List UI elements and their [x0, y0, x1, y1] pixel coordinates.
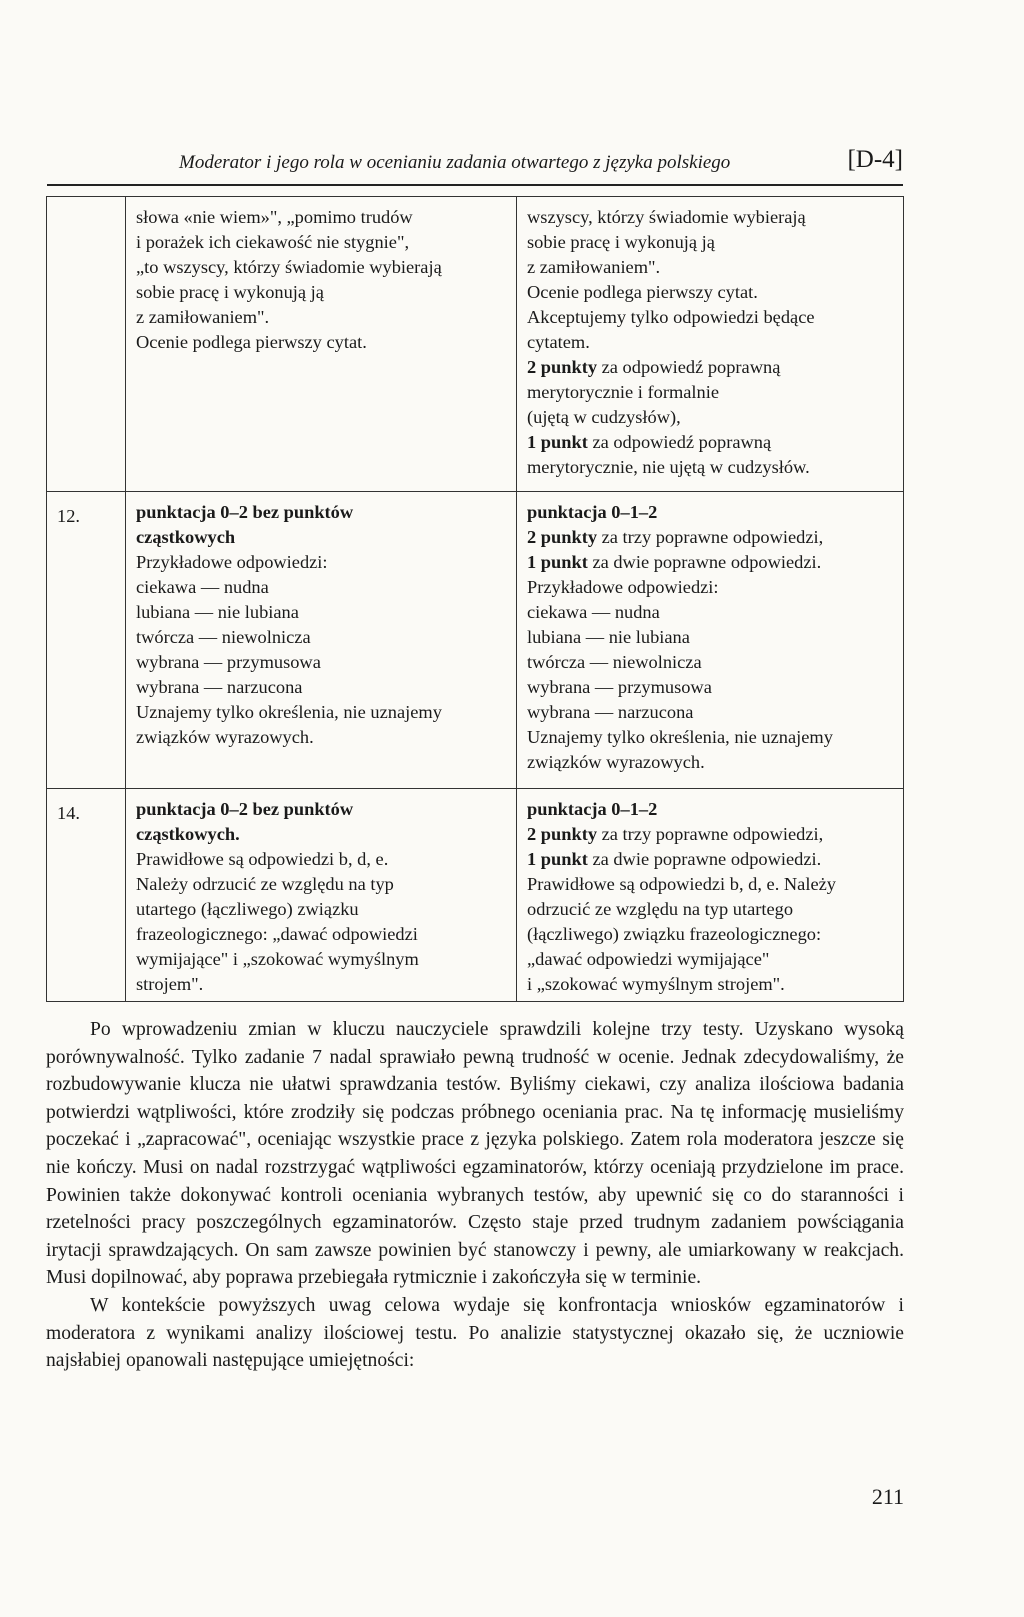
score-points: 1 punkt — [527, 432, 588, 452]
cell-line: wybrana — przymusowa — [136, 652, 321, 672]
cell-line: wymijające" i „szokować wymyślnym — [136, 949, 419, 969]
cell-line: „dawać odpowiedzi wymijające" — [527, 949, 770, 969]
cell-line: punktacja 0–2 bez punktów — [136, 502, 354, 522]
task-number — [47, 197, 126, 492]
cell-line: Prawidłowe są odpowiedzi b, d, e. Należy — [527, 874, 836, 894]
cell-line: Uznajemy tylko określenia, nie uznajemy — [527, 727, 833, 747]
cell-line: ciekawa — nudna — [136, 577, 269, 597]
original-key-cell — [126, 789, 517, 1002]
cell-line: twórcza — niewolnicza — [527, 652, 702, 672]
cell-line: związków wyrazowych. — [136, 727, 314, 747]
table-row — [47, 197, 904, 492]
cell-line-rest: za trzy poprawne odpowiedzi, — [597, 527, 824, 547]
cell-line: strojem". — [136, 974, 204, 994]
cell-line: słowa «nie wiem»", „pomimo trudów — [136, 207, 413, 227]
cell-line: wybrana — narzucona — [136, 677, 303, 697]
cell-line: frazeologicznego: „dawać odpowiedzi — [136, 924, 418, 944]
cell-line: Prawidłowe są odpowiedzi b, d, e. — [136, 849, 389, 869]
cell-line: Przykładowe odpowiedzi: — [136, 552, 328, 572]
cell-line — [527, 355, 893, 380]
cell-line: twórcza — niewolnicza — [136, 627, 311, 647]
cell-line: wszyscy, którzy świadomie wybierają — [527, 207, 806, 227]
cell-line: z zamiłowaniem". — [527, 257, 661, 277]
task-number: 12. — [47, 492, 126, 789]
cell-line: wybrana — przymusowa — [527, 677, 712, 697]
cell-line: sobie pracę i wykonują ją — [527, 232, 715, 252]
cell-line — [527, 430, 893, 455]
cell-line: lubiana — nie lubiana — [527, 627, 690, 647]
table-row — [47, 492, 904, 789]
original-key-cell — [126, 197, 517, 492]
cell-line: punktacja 0–1–2 — [527, 799, 658, 819]
cell-line: Przykładowe odpowiedzi: — [527, 577, 719, 597]
revised-key-cell — [517, 197, 904, 492]
cell-line: odrzucić ze względu na typ utartego — [527, 899, 794, 919]
page-number: 211 — [871, 1484, 904, 1509]
cell-line: wybrana — narzucona — [527, 702, 694, 722]
cell-line-rest: za odpowiedź poprawną — [597, 357, 781, 377]
score-points: 2 punkty — [527, 357, 598, 377]
cell-line — [527, 847, 893, 872]
paragraph: W kontekście powyższych uwag celowa wydaje się konfrontacja wniosków egzaminatorów i moderatora z wynikami analizy ilościowej testu. Po analizie statystycznej okazało się, że uczniowie najsłabiej opanowali następujące umiejętności: — [46, 1294, 904, 1372]
cell-line-rest: za trzy poprawne odpowiedzi, — [597, 824, 824, 844]
cell-line-rest: za dwie poprawne odpowiedzi. — [587, 849, 822, 869]
cell-line: cząstkowych. — [136, 824, 240, 844]
cell-line: i porażek ich ciekawość nie stygnie", — [136, 232, 410, 252]
body-text — [46, 1016, 904, 1375]
cell-line: punktacja 0–2 bez punktów — [136, 799, 354, 819]
scoring-key-table — [46, 196, 904, 1002]
cell-line: „to wszyscy, którzy świadomie wybierają — [136, 257, 442, 277]
section-code: [D-4] — [847, 146, 903, 173]
revised-key-cell — [517, 492, 904, 789]
revised-key-cell — [517, 789, 904, 1002]
running-title: Moderator i jego rola w ocenianiu zadania otwartego z języka polskiego — [179, 152, 731, 173]
table-row — [47, 789, 904, 1002]
score-points: 1 punkt — [527, 849, 588, 869]
cell-line: sobie pracę i wykonują ją — [136, 282, 324, 302]
paragraph: Po wprowadzeniu zmian w kluczu nauczyciele sprawdzili kolejne trzy testy. Uzyskano wysoką porównywalność. Tylko zadanie 7 nadal sprawiało pewną trudność w ocenie. Jednak zdecydowaliśmy, że rozbudowywanie klucza nie ułatwi sprawdzania testów. Byliśmy ciekawi, czy analiza ilościowa badania potwierdzi wątpliwości, które zrodziły się podczas próbnego oceniania prac. Na tę informację musieliśmy poczekać i „zapracować", oceniając wszystkie prace z języka polskiego. Zatem rola moderatora jeszcze się nie kończy. Musi on nadal rozstrzygać wątpliwości egzaminatorów, którzy oceniają przydzielone im prace. Powinien także dokonywać kontroli oceniania wybranych testów, aby upewnić się co do staranności i rzetelności pracy poszczególnych egzaminatorów. Często staje przed trudnym zadaniem powściągania irytacji sprawdzających. On sam zawsze powinien być stanowczy i pewny, ale umiarkowany w reakcjach. Musi dopilnować, aby poprawa przebiegała rytmicznie i zakończyła się w terminie. — [46, 1019, 904, 1289]
cell-line: Akceptujemy tylko odpowiedzi będące — [527, 307, 815, 327]
cell-line: (ujętą w cudzysłów), — [527, 407, 681, 427]
cell-line: z zamiłowaniem". — [136, 307, 270, 327]
cell-line: cząstkowych — [136, 527, 236, 547]
cell-line-rest: za odpowiedź poprawną — [587, 432, 772, 452]
cell-line: Ocenie podlega pierwszy cytat. — [527, 282, 758, 302]
cell-line: lubiana — nie lubiana — [136, 602, 299, 622]
score-points: 2 punkty — [527, 527, 598, 547]
cell-line: cytatem. — [527, 332, 590, 352]
cell-line: merytorycznie, nie ujętą w cudzysłów. — [527, 457, 810, 477]
cell-line: (łączliwego) związku frazeologicznego: — [527, 924, 822, 944]
task-number: 14. — [47, 789, 126, 1002]
cell-line: Należy odrzucić ze względu na typ — [136, 874, 394, 894]
cell-line — [527, 550, 893, 575]
score-points: 2 punkty — [527, 824, 598, 844]
running-header — [47, 144, 903, 186]
cell-line: merytorycznie i formalnie — [527, 382, 719, 402]
cell-line — [527, 525, 893, 550]
original-key-cell — [126, 492, 517, 789]
cell-line — [527, 822, 893, 847]
cell-line: Ocenie podlega pierwszy cytat. — [136, 332, 367, 352]
cell-line: punktacja 0–1–2 — [527, 502, 658, 522]
cell-line: utartego (łączliwego) związku — [136, 899, 359, 919]
cell-line-rest: za dwie poprawne odpowiedzi. — [587, 552, 822, 572]
score-points: 1 punkt — [527, 552, 588, 572]
cell-line: związków wyrazowych. — [527, 752, 705, 772]
cell-line: ciekawa — nudna — [527, 602, 660, 622]
cell-line: Uznajemy tylko określenia, nie uznajemy — [136, 702, 442, 722]
cell-line: i „szokować wymyślnym strojem". — [527, 974, 785, 994]
